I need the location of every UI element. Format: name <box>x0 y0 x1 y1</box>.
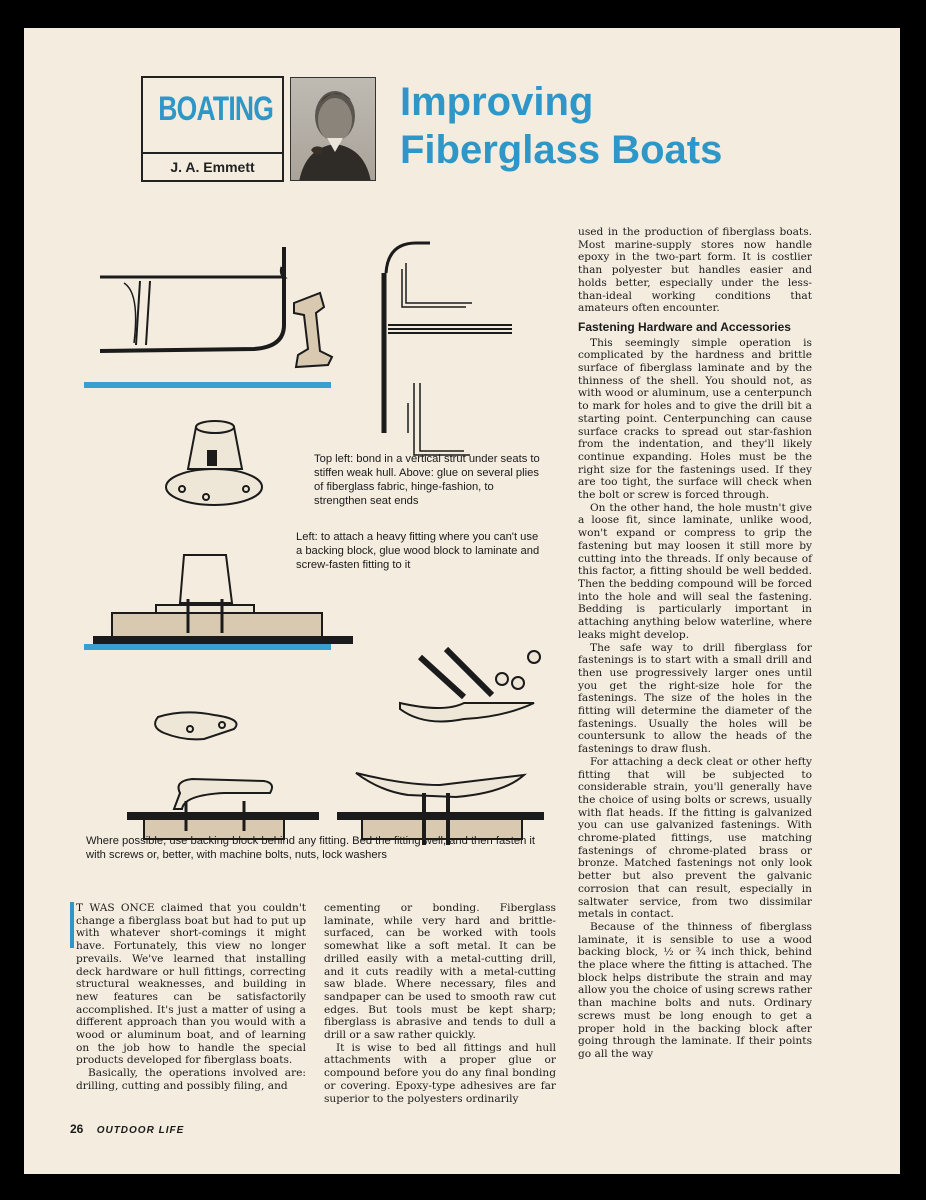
seat-end-diagram-icon <box>384 243 512 455</box>
title-line-1: Improving <box>400 80 594 124</box>
col2-paragraph-2: It is wise to bed all fittings and hull attachments with a proper glue or compound before you do any final bonding or covering. Epoxy-type adhesives are far superior to the polyesters ordinarily <box>324 1041 556 1105</box>
author-photo <box>290 77 376 181</box>
col1-paragraph-2: Basically, the operations involved are: drilling, cutting and possibly filing, and <box>76 1067 306 1092</box>
author-byline: J. A. Emmett <box>170 159 255 175</box>
col3-paragraph-4: For attaching a deck cleat or other hefty fitting that will be subjected to considerable strain, you'll generally have the choice of using bolts or screws, usually with flat heads. If the fitting is galvanized you can use galvanized fastenings. With chrome-plated fittings, use matching fastenings of chrome-plated brass or bronze. Matched fastenings not only look better but also prevent the galvanic corrosion that can result, especially in saltwater service, from two dissimilar metals in contact. <box>578 755 812 921</box>
strut-block-icon <box>294 293 332 367</box>
col3-paragraph-3: The safe way to drill fiberglass for fastenings is to start with a small drill and then use progressively larger ones until you get the right-size hole for the fastenings. The size of the holes in the fitting will determine the diameter of the fastenings. Usually the holes will be countersunk to allow the heads of the fastenings to draw flush. <box>578 641 812 756</box>
cleat-parts-icon <box>400 649 540 721</box>
title-line-2: Fiberglass Boats <box>400 128 723 172</box>
col3-paragraph-0: used in the production of fiberglass boats. Most marine-supply stores now handle epoxy in the two-part form. It is costlier than polyester but handles easier and holds better, especially under the less-than-ideal working conditions that amateurs often encounter. <box>578 226 812 315</box>
kicker-divider <box>143 152 282 154</box>
col3-paragraph-1: This seemingly simple operation is complicated by the hardness and brittle surface of fiberglass laminate and by the thinness of the shell. You should not, as with wood or aluminum, use a centerpunch to mark for holes and to give the drill bit a starting point. Centerpunching can cause surface cracks to spread out star-fashion from the indentation, and they'll likely continue expanding. Holes must be the right size for the fastenings used. If they are too tight, the surface will check when the bolt or screw is forced through. <box>578 336 812 502</box>
cleat-backing-block-left-icon <box>128 779 318 839</box>
column-3 <box>578 226 812 1061</box>
column-2 <box>324 902 556 1105</box>
caption-top: Top left: bond in a vertical strut under seats to stiffen weak hull. Above: glue on several plies of fiberglass fabric, hinge-fashion, to strengthen seat ends <box>314 453 540 507</box>
blue-divider-1 <box>84 382 331 388</box>
strut-diagram-icon <box>100 247 284 351</box>
deck-fitting-icon <box>166 421 262 505</box>
department-box <box>141 76 284 182</box>
department-kicker: BOATING <box>158 90 274 128</box>
col3-paragraph-5: Because of the thinness of fiberglass laminate, it is sensible to use a wood backing block, ½ or ¾ inch thick, behind the place where the fitting is attached. The block helps distribute the strain and may allow you the choice of using screws rather than machine bolts and nuts. Ordinary screws must be long enough to get a proper hold in the backing block after going through the laminate. If their points go all the way <box>578 920 812 1060</box>
col2-paragraph-1: cementing or bonding. Fiberglass laminate, while very hard and brittle-surfaced, can be worked with tools somewhat like a soft metal. It can be drilled easily with a metal-cutting drill, and it cuts readily with a metal-cutting saw blade. Where necessary, files and sandpaper can be used to smooth raw cut edges. But tools must be kept sharp; fiberglass is abrasive and tends to dull a drill or a saw rather quickly. <box>324 902 556 1042</box>
page-number: 26 <box>70 1122 84 1136</box>
magazine-page <box>24 28 900 1174</box>
drop-cap-bar <box>70 902 74 948</box>
blue-divider-2 <box>84 644 331 650</box>
caption-bottom: Where possible, use backing block behind any fitting. Bed the fitting well, and then fasten it with screws or, better, with machine bolts, nuts, lock washers <box>86 835 536 861</box>
section-subhead: Fastening Hardware and Accessories <box>578 319 791 334</box>
col1-paragraph-1: T WAS ONCE claimed that you couldn't change a fiberglass boat but had to put up with whatever short-comings it might have. Fortunately, this view no longer prevails. We've learned that installing deck hardware or hull fittings, correcting structural weaknesses, and building in new features can be satisfactorily accomplished. It's just a matter of using a different approach than you would with a wood or aluminum boat, and of learning on the job how to handle the special products developed for fiberglass boats. <box>76 902 306 1067</box>
caption-middle: Left: to attach a heavy fitting where you can't use a backing block, glue wood block to laminate and screw-fasten fitting to it <box>296 531 540 571</box>
page-footer <box>70 1122 184 1136</box>
col3-paragraph-2: On the other hand, the hole mustn't give a loose fit, since laminate, unlike wood, won't expand or compress to grip the fastening but may loosen it still more by cutting into the threads. If only because of this factor, a fitting should be well bedded. Then the bedding compound will be forced into the hole and will seal the fastening. Bedding is particularly important in attaching anything below waterline, where leaks might develop. <box>578 501 812 641</box>
column-1 <box>76 902 306 1093</box>
magazine-name: OUTDOOR LIFE <box>96 1125 185 1136</box>
article-title <box>400 78 722 174</box>
small-cleat-icon <box>155 712 236 739</box>
